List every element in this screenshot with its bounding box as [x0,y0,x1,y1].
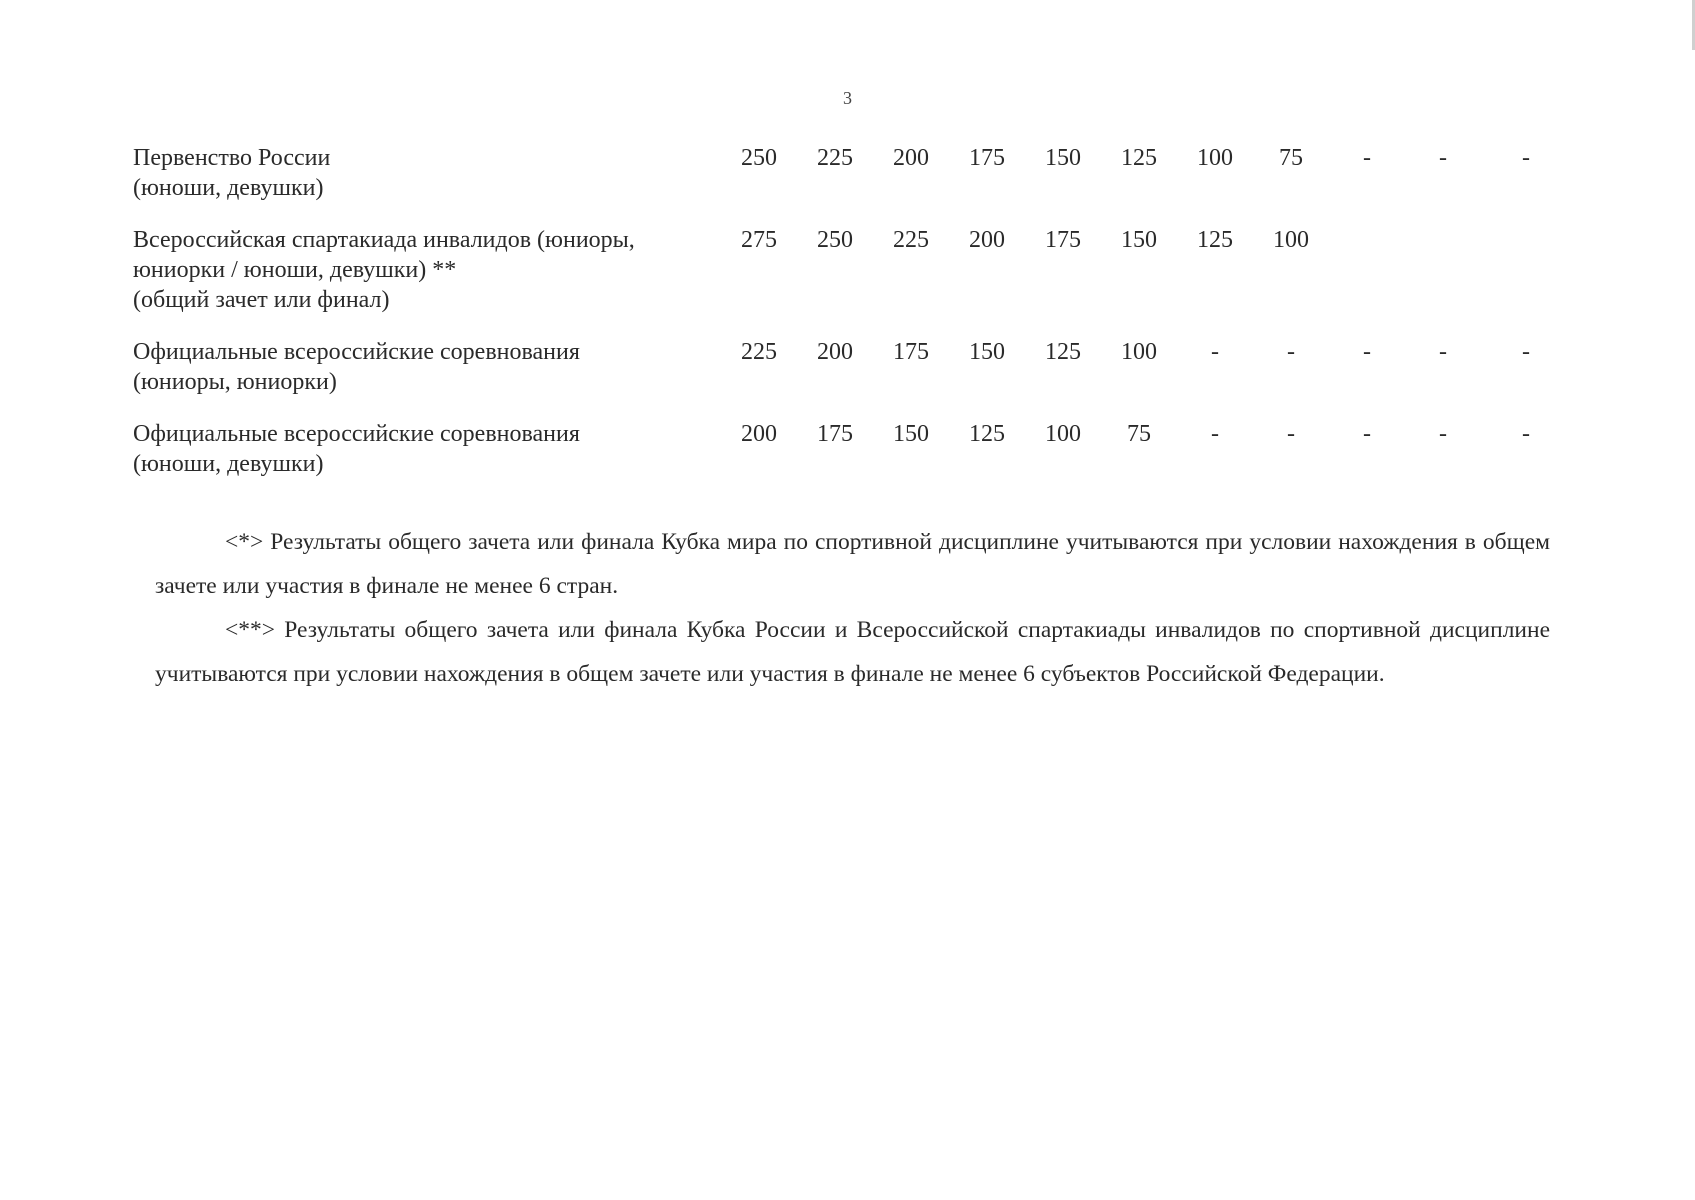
value-cell: 150 [1121,227,1157,253]
value-cell [1329,225,1405,255]
footnote-single-asterisk: <*> Результаты общего зачета или финала Кубка мира по спортивной дисциплине учитываются при условии нахождения в общем зачете или участия в финале не менее 6 стран. [155,529,1550,599]
value-cell: 150 [893,421,929,447]
row-label-line: (юноши, девушки) [133,451,324,477]
value-cell: 225 [893,227,929,253]
value-cell: 250 [817,227,853,253]
value-cell: 225 [817,145,853,171]
value-cell: 150 [969,339,1005,365]
value-cell: 175 [969,145,1005,171]
row-label [133,225,721,315]
row-label-line: (юниоры, юниорки) [133,369,337,395]
value-cell: 175 [893,339,929,365]
value-cell: - [1522,421,1530,447]
footnote-double-asterisk: <**> Результаты общего зачета или финала Кубка России и Всероссийской спартакиады инвалидов по спортивной дисциплине учитываются при условии нахождения в общем зачете или участия в финале не менее 6 субъектов Российской Федерации. [155,617,1550,687]
row-label-line: Официальные всероссийские соревнования [133,339,580,365]
value-cell: 100 [1121,339,1157,365]
value-cell: 125 [1197,227,1233,253]
row-label-line: Всероссийская спартакиада инвалидов (юниоры, [133,227,635,253]
value-cell: - [1363,339,1371,365]
row-values [721,143,1571,173]
value-cell: 100 [1197,145,1233,171]
value-cell: - [1363,421,1371,447]
points-table [133,143,1571,501]
row-label-line: Первенство России [133,145,331,171]
row-values [721,225,1571,255]
row-label-line: (общий зачет или финал) [133,287,390,313]
value-cell: 75 [1127,421,1151,447]
row-values [721,337,1571,367]
value-cell: 200 [817,339,853,365]
value-cell: 275 [741,227,777,253]
value-cell: - [1522,339,1530,365]
value-cell: 150 [1045,145,1081,171]
value-cell: - [1439,145,1447,171]
value-cell: 175 [817,421,853,447]
value-cell: - [1439,421,1447,447]
value-cell: 125 [1121,145,1157,171]
row-label-line: (юноши, девушки) [133,175,324,201]
value-cell [1405,225,1481,255]
value-cell: 125 [1045,339,1081,365]
row-label-line: юниорки / юноши, девушки) ** [133,257,457,283]
value-cell: 250 [741,145,777,171]
value-cell: - [1211,421,1219,447]
value-cell [1481,225,1571,255]
value-cell: 125 [969,421,1005,447]
value-cell: 175 [1045,227,1081,253]
value-cell: - [1287,421,1295,447]
table-row [133,225,1571,315]
value-cell: - [1439,339,1447,365]
value-cell: 200 [969,227,1005,253]
page-number: 3 [843,88,852,108]
row-label-line: Официальные всероссийские соревнования [133,421,580,447]
row-label [133,419,721,479]
footnotes [155,520,1550,696]
value-cell: 100 [1045,421,1081,447]
table-row [133,337,1571,397]
row-label [133,143,721,203]
value-cell: 100 [1273,227,1309,253]
value-cell: 200 [741,421,777,447]
value-cell: 200 [893,145,929,171]
table-row [133,419,1571,479]
table-row [133,143,1571,203]
value-cell: - [1363,145,1371,171]
value-cell: 225 [741,339,777,365]
value-cell: 75 [1279,145,1303,171]
value-cell: - [1522,145,1530,171]
row-label [133,337,721,397]
row-values [721,419,1571,449]
value-cell: - [1287,339,1295,365]
value-cell: - [1211,339,1219,365]
